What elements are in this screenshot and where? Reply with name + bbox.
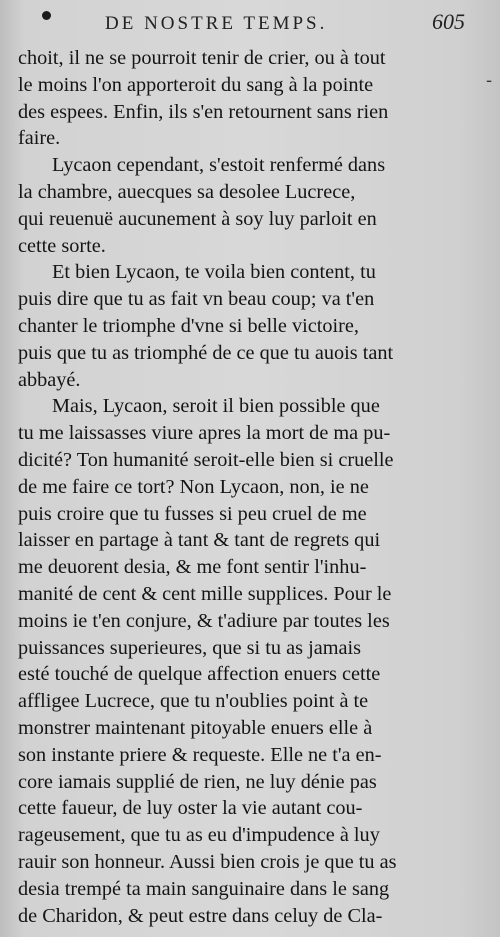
text-line: me deuorent desia, & me font sentir l'inhu- (18, 556, 367, 579)
running-title: DE NOSTRE TEMPS. (105, 13, 328, 34)
text-line: laisser en partage à tant & tant de regrets qui (18, 529, 381, 552)
text-line: puis dire que tu as fait vn beau coup; va t'en (18, 288, 375, 311)
text-line: cette faueur, de luy oster la vie autant cou- (18, 797, 363, 820)
text-line: affligee Lucrece, que tu n'oublies point à te (18, 690, 369, 713)
text-line: cette sorte. (18, 234, 106, 257)
text-line: son instante priere & requeste. Elle ne t'a en- (18, 743, 382, 766)
text-line: Lycaon cependant, s'estoit renfermé dans (52, 154, 386, 177)
text-line: rauir son honneur. Aussi bien crois je que tu as (18, 850, 397, 873)
body-text (18, 45, 476, 929)
text-line: moins ie t'en conjure, & t'adiure par toutes les (18, 609, 390, 632)
text-line: tu me laissasses viure apres la mort de ma pu- (18, 422, 391, 445)
text-line: rageusement, que tu as eu d'impudence à luy (18, 824, 380, 847)
text-line: chanter le triomphe d'vne si belle victoire, (18, 314, 359, 337)
text-line: puissances superieures, que si tu as jamais (18, 636, 362, 659)
margin-mark: - (486, 70, 493, 91)
text-line: monstrer maintenant pitoyable enuers elle à (18, 716, 373, 739)
text-line: desia trempé ta main sanguinaire dans le sang (18, 877, 390, 900)
text-line: Mais, Lycaon, seroit il bien possible que (52, 395, 380, 418)
page-header (0, 6, 500, 40)
text-line: choit, il ne se pourroit tenir de crier, ou à tout (18, 47, 386, 69)
ink-dot-ornament (42, 11, 51, 20)
text-line: le moins l'on apporteroit du sang à la pointe (18, 73, 374, 96)
text-line: dicité? Ton humanité seroit-elle bien si cruelle (18, 448, 394, 471)
text-line: faire. (18, 127, 61, 150)
text-line: de me faire ce tort? Non Lycaon, non, ie ne (18, 475, 369, 498)
text-line: de Charidon, & peut estre dans celuy de Cla- (18, 904, 383, 927)
text-line: la chambre, auecques sa desolee Lucrece, (18, 180, 356, 203)
text-line: des espees. Enfin, ils s'en retournent sans rien (18, 100, 389, 123)
text-line: manité de cent & cent mille supplices. Pour le (18, 582, 392, 605)
text-line: puis que tu as triomphé de ce que tu auois tant (18, 341, 394, 364)
text-line: esté touché de quelque affection enuers cette (18, 663, 381, 686)
text-line: qui reuenuë aucunement à soy luy parloit en (18, 207, 377, 230)
text-line: puis croire que tu fusses si peu cruel de me (18, 502, 367, 525)
text-line: core iamais supplié de rien, ne luy dénie pas (18, 770, 377, 793)
text-line: abbayé. (18, 368, 81, 391)
page-number: 605 (432, 9, 465, 34)
text-line: Et bien Lycaon, te voila bien content, tu (52, 261, 376, 284)
